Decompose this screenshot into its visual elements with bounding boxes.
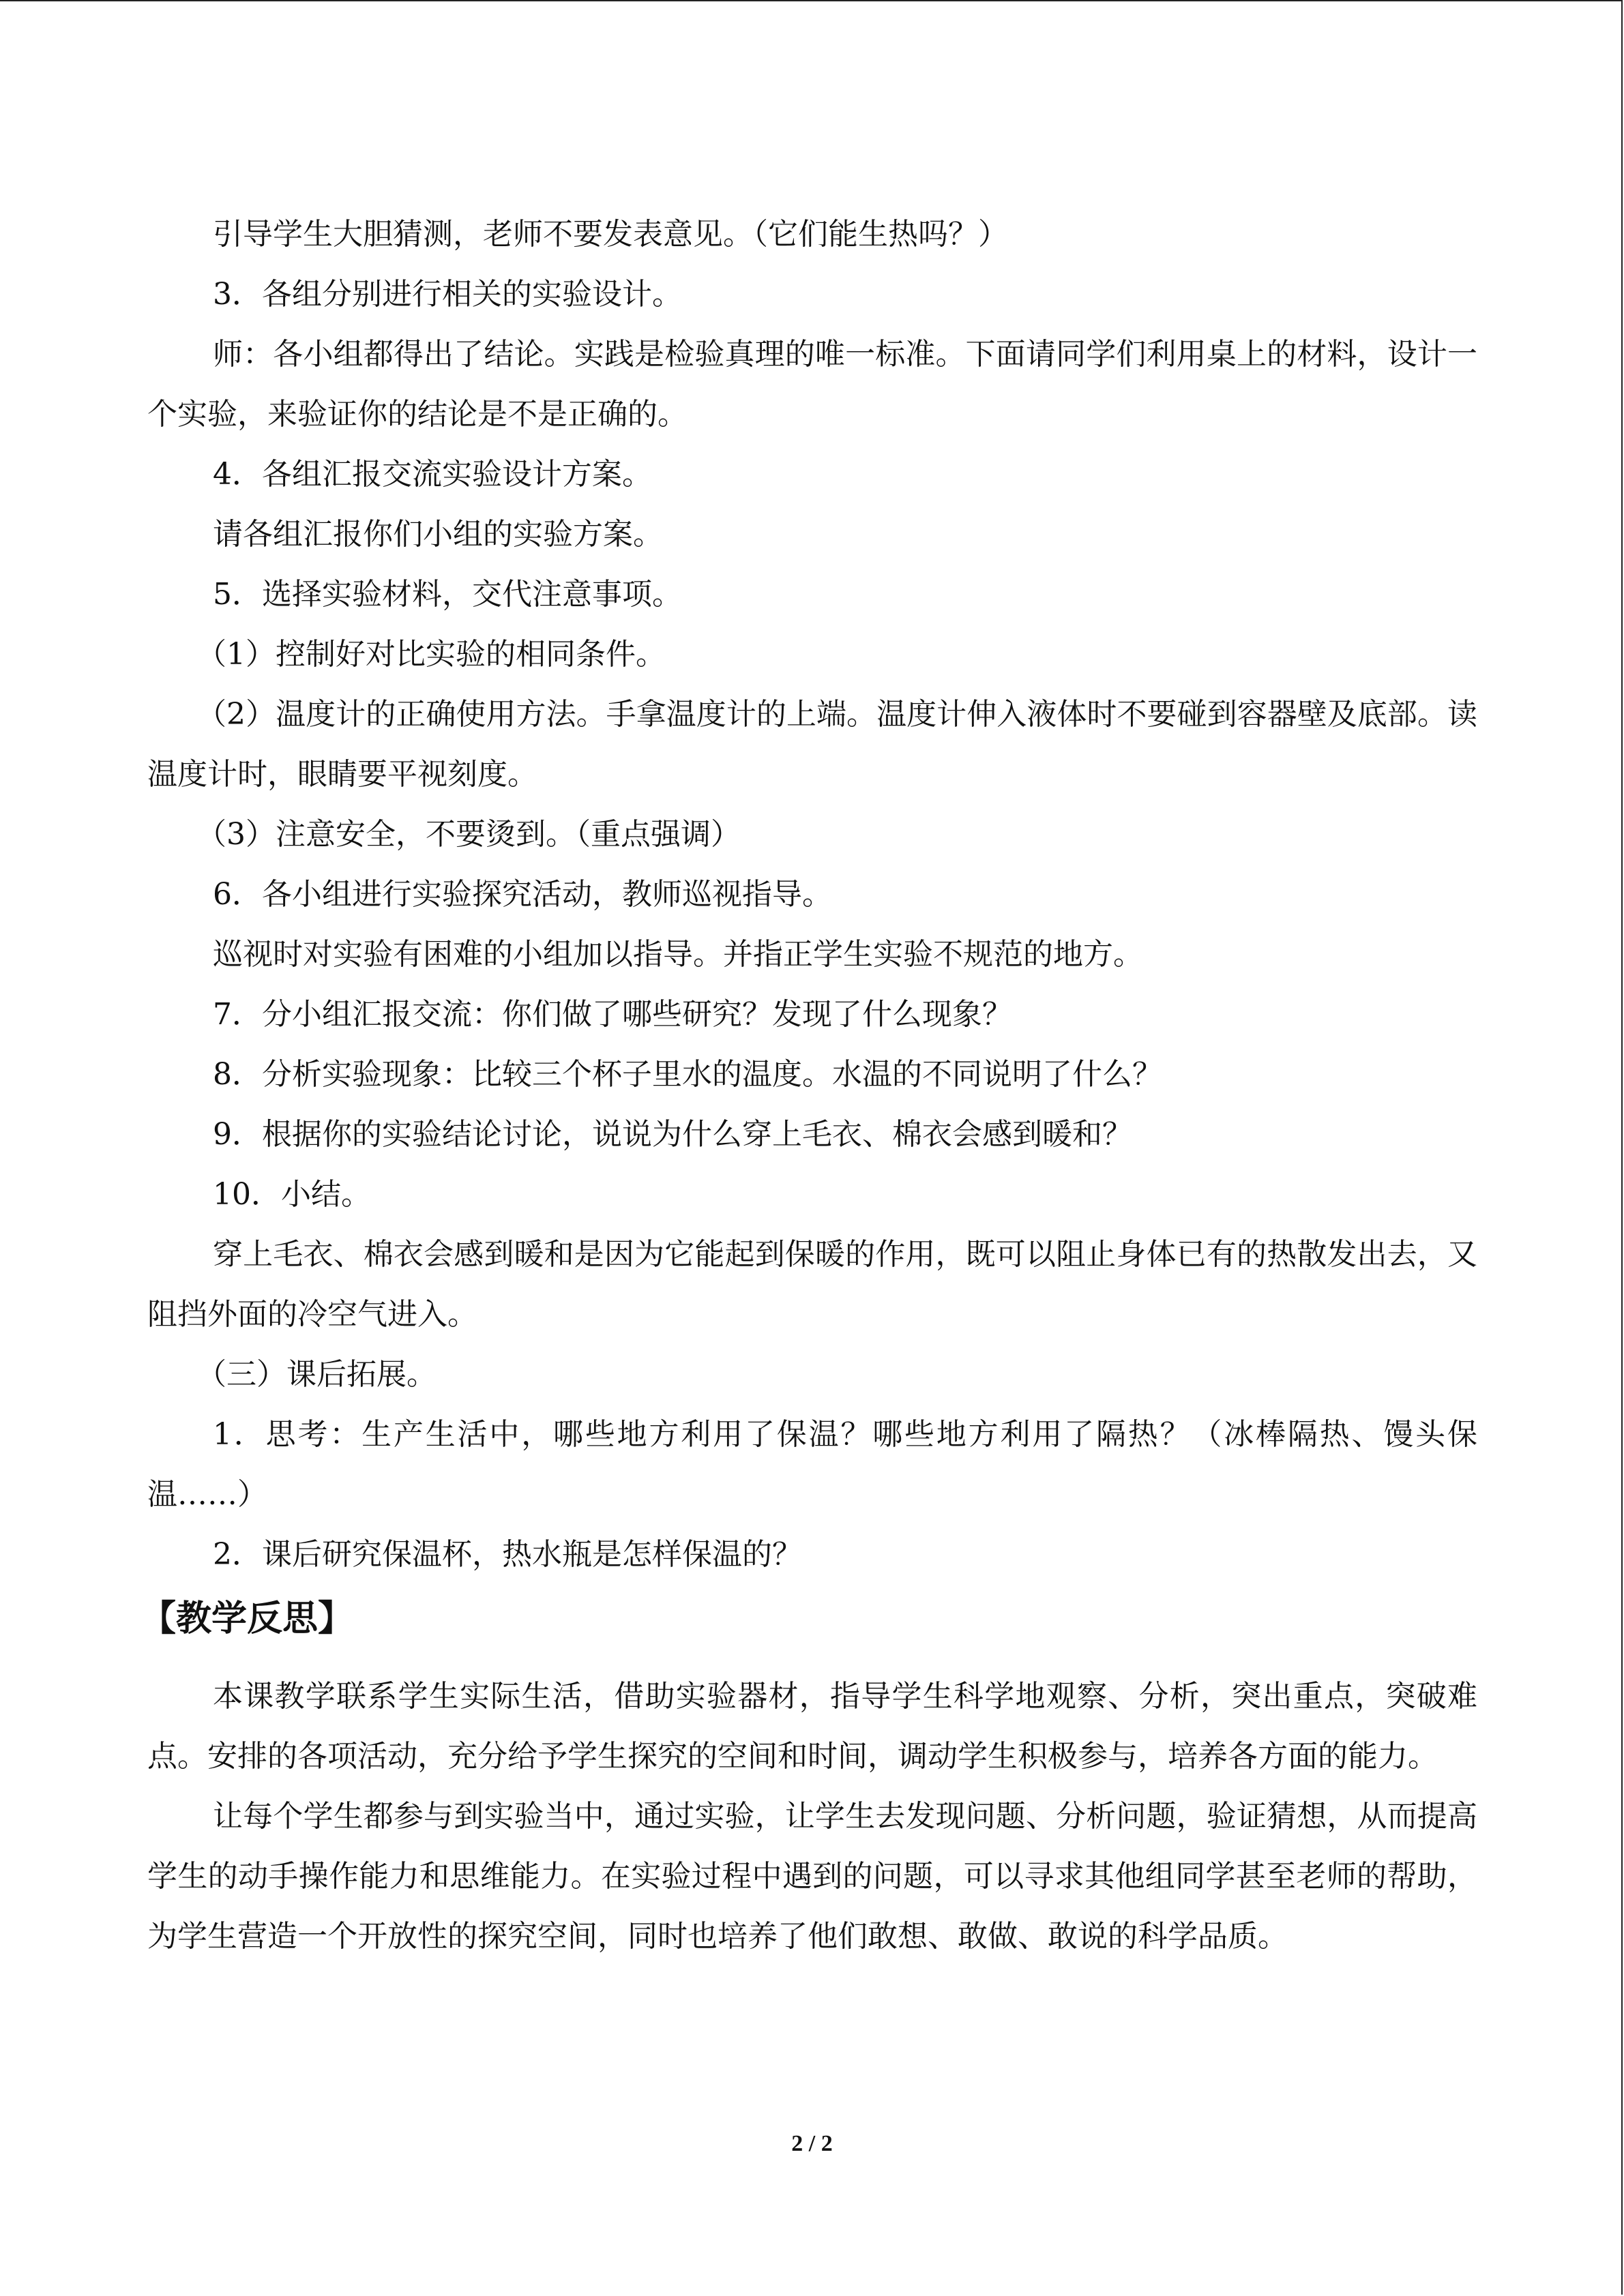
paragraph: 本课教学联系学生实际生活，借助实验器材，指导学生科学地观察、分析，突出重点，突破难点。安排的各项活动，充分给予学生探究的空间和时间，调动学生积极参与，培养各方面的能力。	[147, 1679, 1477, 1774]
paragraph: 师：各小组都得出了结论。实践是检验真理的唯一标准。下面请同学们利用桌上的材料，设计一个实验，来验证你的结论是不是正确的。	[147, 337, 1477, 432]
paragraph: 让每个学生都参与到实验当中，通过实验，让学生去发现问题、分析问题，验证猜想，从而提高学生的动手操作能力和思维能力。在实验过程中遇到的问题，可以寻求其他组同学甚至老师的帮助，为学生营造一个开放性的探究空间，同时也培养了他们敢想、敢做、敢说的科学品质。	[147, 1799, 1477, 1954]
paragraph: 7．分小组汇报交流：你们做了哪些研究？发现了什么现象？	[213, 997, 1012, 1032]
paragraph: （1）控制好对比实验的相同条件。	[196, 637, 666, 672]
paragraph: 1．思考：生产生活中，哪些地方利用了保温？哪些地方利用了隔热？（冰棒隔热、馒头保温……）	[147, 1417, 1477, 1512]
paragraph: 2．课后研究保温杯，热水瓶是怎样保温的？	[213, 1537, 802, 1572]
paragraph: 穿上毛衣、棉衣会感到暖和是因为它能起到保暖的作用，既可以阻止身体已有的热散发出去，又阻挡外面的冷空气进入。	[147, 1237, 1477, 1332]
paragraph: 3．各组分别进行相关的实验设计。	[213, 277, 682, 312]
paragraph: 6．各小组进行实验探究活动，教师巡视指导。	[213, 877, 832, 912]
paragraph: （三）课后拓展。	[196, 1357, 437, 1392]
paragraph: 引导学生大胆猜测，老师不要发表意见。（它们能生热吗？）	[213, 217, 1008, 252]
paragraph: 9．根据你的实验结论讨论，说说为什么穿上毛衣、棉衣会感到暖和？	[213, 1117, 1132, 1152]
paragraph: 10．小结。	[213, 1177, 371, 1212]
paragraph: 5．选择实验材料，交代注意事项。	[213, 577, 682, 612]
paragraph: 巡视时对实验有困难的小组加以指导。并指正学生实验不规范的地方。	[213, 937, 1143, 972]
paragraph: （3）注意安全，不要烫到。（重点强调）	[196, 817, 741, 852]
document-body	[141, 205, 1477, 1967]
paragraph: 请各组汇报你们小组的实验方案。	[213, 517, 663, 552]
paragraph: （2）温度计的正确使用方法。手拿温度计的上端。温度计伸入液体时不要碰到容器壁及底部。读温度计时，眼睛要平视刻度。	[147, 697, 1477, 792]
section-heading: 【教学反思】	[141, 1598, 354, 1639]
paragraph: 8．分析实验现象：比较三个杯子里水的温度。水温的不同说明了什么？	[213, 1057, 1162, 1092]
paragraph: 4．各组汇报交流实验设计方案。	[213, 457, 652, 492]
page-number: 2 / 2	[791, 2131, 833, 2156]
